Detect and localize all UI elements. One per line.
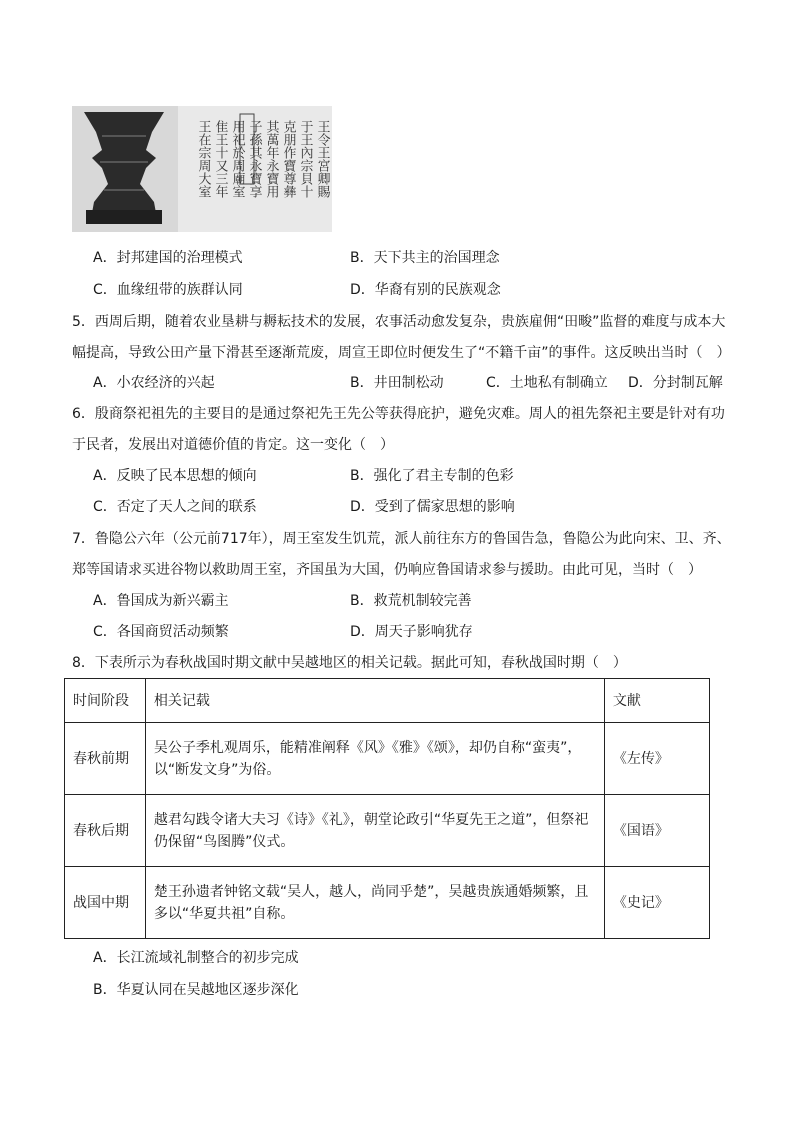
row-period: 战国中期 — [65, 867, 146, 939]
q6-option-b: B．强化了君主专制的色彩 — [350, 468, 514, 484]
header-source: 文献 — [604, 679, 709, 723]
question-figure — [72, 106, 332, 232]
inscription-column: 克朋作寶尊彝 — [280, 120, 296, 198]
q7-option-b: B．救荒机制较完善 — [350, 593, 472, 609]
q6-stem-line2: 于民者，发展出对道德价值的肯定。这一变化（ ） — [72, 437, 394, 453]
q6-stem-line1: 6．殷商祭祀祖先的主要目的是通过祭祀先王先公等获得庇护，避免灾难。周人的祖先祭祀主要是针对有功 — [72, 406, 725, 422]
q7-option-a: A．鲁国成为新兴霸主 — [93, 593, 229, 609]
table-row — [65, 795, 710, 867]
q5-option-c: C．土地私有制确立 — [486, 375, 608, 391]
inscription-column: 王令王宮卿賜 — [314, 120, 330, 198]
row-source: 《史记》 — [604, 867, 709, 939]
records-table — [64, 678, 710, 939]
row-record: 越君勾践令诸大夫习《诗》《礼》，朝堂论政引“华夏先王之道”，但祭祀仍保留“鸟图腾”仪式。 — [145, 795, 604, 867]
table-header-row — [65, 679, 710, 723]
inscription-column: 用祀於周廟室 — [229, 120, 245, 198]
inscription-column: 子孫其永寶享 — [246, 120, 262, 198]
q8-option-b: B．华夏认同在吴越地区逐步深化 — [93, 982, 299, 998]
inscription-column: 于王內宗貝十 — [297, 120, 313, 198]
q7-stem-line1: 7．鲁隐公六年（公元前717年），周王室发生饥荒，派人前往东方的鲁国告急，鲁隐公为此向宋、卫、齐、 — [72, 531, 731, 547]
q7-stem-line2: 郑等国请求买进谷物以救助周王室，齐国虽为大国，仍响应鲁国请求参与援助。由此可见，当时（ ） — [72, 562, 702, 578]
q5-option-d: D．分封制瓦解 — [628, 375, 723, 391]
q4-option-d: D．华裔有别的民族观念 — [350, 282, 501, 298]
inscription-column: 其萬年永寶用 — [263, 120, 279, 198]
row-record: 楚王孙遗者钟铭文载“吴人，越人，尚同乎楚”，吴越贵族通婚频繁，且多以“华夏共祖”自称。 — [145, 867, 604, 939]
bronze-vessel-image — [72, 106, 332, 232]
q5-option-a: A．小农经济的兴起 — [93, 375, 215, 391]
header-period: 时间阶段 — [65, 679, 146, 723]
q7-option-c: C．各国商贸活动频繁 — [93, 624, 229, 640]
q7-option-d: D．周天子影响犹存 — [350, 624, 473, 640]
header-record: 相关记载 — [145, 679, 604, 723]
q5-stem-line1: 5．西周后期，随着农业垦耕与耨耘技术的发展，农事活动愈发复杂，贵族雇佣“田畯”监督的难度与成本大 — [72, 314, 726, 330]
row-period: 春秋后期 — [65, 795, 146, 867]
q5-option-b: B．井田制松动 — [350, 375, 444, 391]
table-row — [65, 723, 710, 795]
q5-stem-line2: 幅提高，导致公田产量下滑甚至逐渐荒废，周宣王即位时便发生了“不籍千亩”的事件。这反映出当时（ ） — [72, 345, 731, 361]
row-record: 吴公子季札观周乐，能精准阐释《风》《雅》《颂》，却仍自称“蛮夷”，以“断发文身”为俗。 — [145, 723, 604, 795]
q4-option-b: B．天下共主的治国理念 — [350, 250, 500, 266]
row-source: 《国语》 — [604, 795, 709, 867]
q8-option-a: A．长江流域礼制整合的初步完成 — [93, 950, 299, 966]
row-period: 春秋前期 — [65, 723, 146, 795]
q6-option-c: C．否定了天人之间的联系 — [93, 499, 257, 515]
q6-option-a: A．反映了民本思想的倾向 — [93, 468, 257, 484]
q8-stem: 8．下表所示为春秋战国时期文献中吴越地区的相关记载。据此可知，春秋战国时期（ ） — [72, 655, 627, 671]
q6-option-d: D．受到了儒家思想的影响 — [350, 499, 515, 515]
inscription-column: 隹王十又三年 — [212, 120, 228, 198]
row-source: 《左传》 — [604, 723, 709, 795]
inscription-column: 王在宗周大室 — [195, 120, 211, 198]
q4-option-c: C．血缘纽带的族群认同 — [93, 282, 243, 298]
table-row — [65, 867, 710, 939]
q4-option-a: A．封邦建国的治理模式 — [93, 250, 243, 266]
